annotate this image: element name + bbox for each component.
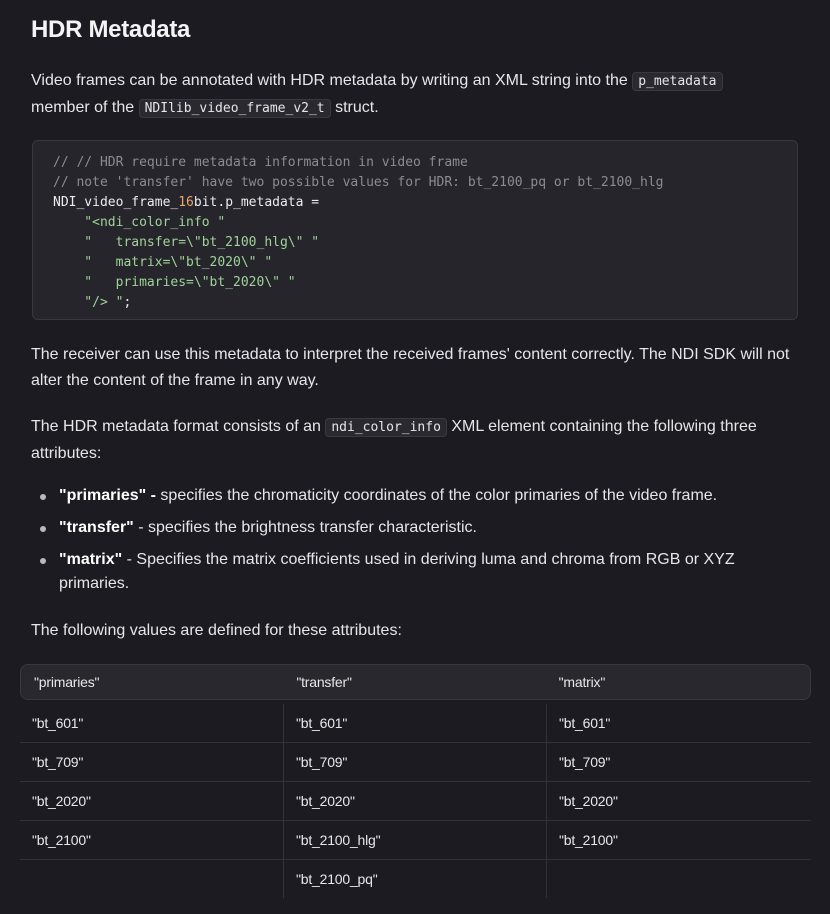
table-cell: "bt_2100_pq" [283,860,546,898]
intro-text-3: struct. [330,99,379,116]
table-cell: "bt_2020" [546,782,811,820]
code-line-comment-1: // // HDR require metadata information in video frame [53,155,468,170]
code-line-string-5: "/> " [53,295,124,310]
code-line-semicolon: ; [123,295,132,310]
table-cell [546,860,811,898]
page-title: HDR Metadata [31,16,191,43]
values-paragraph: The following values are defined for these attributes: [31,622,402,639]
list-item-desc: - specifies the brightness transfer characteristic. [133,519,477,536]
list-item-transfer [31,516,801,540]
attribute-list [31,484,801,604]
table-row [20,743,811,782]
receiver-paragraph: The receiver can use this metadata to interpret the received frames' content correctly. The NDI SDK will not alter the content of the frame in any way. [31,346,790,389]
table-header [20,664,811,700]
code-line-comment-2: // note 'transfer' have two possible values for HDR: bt_2100_pq or bt_2100_hlg [53,175,664,190]
table-cell: "bt_709" [32,754,84,770]
format-text-1: The HDR metadata format consists of an [31,418,326,435]
table-row [20,782,811,821]
list-item-primaries [31,484,801,508]
list-item-desc: - Specifies the matrix coefficients used in deriving luma and chroma from RGB or XYZ primaries. [59,551,735,592]
inline-code-color-info: ndi_color_info [325,418,447,437]
format-text-2: XML element containing the following three attributes: [31,418,757,462]
table-row [20,860,811,898]
list-item-desc: specifies the chromaticity coordinates of the color primaries of the video frame. [155,487,718,504]
code-line-string-2: " transfer=\"bt_2100_hlg\" " [53,235,320,250]
table-cell: "bt_709" [283,743,546,781]
table-cell [20,860,283,898]
list-item-matrix [31,548,801,596]
values-table [20,664,811,898]
list-item-term: "matrix" [59,551,123,568]
intro-paragraph [31,68,801,122]
table-cell: "bt_601" [32,715,84,731]
code-line-string-1: "<ndi_color_info " [53,215,226,230]
table-row [20,821,811,860]
inline-code-p-metadata: p_metadata [632,72,722,91]
code-line-assign-b: bit.p_metadata = [193,195,320,210]
table-cell: "bt_2020" [283,782,546,820]
column-header-matrix: "matrix" [558,674,606,690]
intro-text-1: Video frames can be annotated with HDR metadata by writing an XML string into the [31,72,633,89]
code-line-string-4: " primaries=\"bt_2020\" " [53,275,296,290]
table-row [20,704,811,743]
column-header-primaries: "primaries" [34,674,100,690]
format-paragraph [31,414,801,467]
table-cell: "bt_601" [283,704,546,742]
table-cell: "bt_2020" [32,793,91,809]
bullet-dot-icon [40,526,46,532]
code-line-string-3: " matrix=\"bt_2020\" " [53,255,273,270]
code-line-assign-number: 16 [178,195,194,210]
list-item-term: "primaries" - [59,487,156,504]
table-cell: "bt_2100_hlg" [283,821,546,859]
table-cell: "bt_2100" [32,832,91,848]
table-body [20,704,811,898]
code-block [32,140,798,320]
table-cell: "bt_709" [546,743,811,781]
intro-text-2: member of the [31,99,139,116]
column-header-transfer: "transfer" [296,674,352,690]
inline-code-struct: NDIlib_video_frame_v2_t [139,99,331,118]
list-item-term: "transfer" [59,519,134,536]
table-cell: "bt_2100" [546,821,811,859]
table-cell: "bt_601" [546,704,811,742]
bullet-dot-icon [40,558,46,564]
code-line-assign-a: NDI_video_frame_ [53,195,179,210]
bullet-dot-icon [40,494,46,500]
